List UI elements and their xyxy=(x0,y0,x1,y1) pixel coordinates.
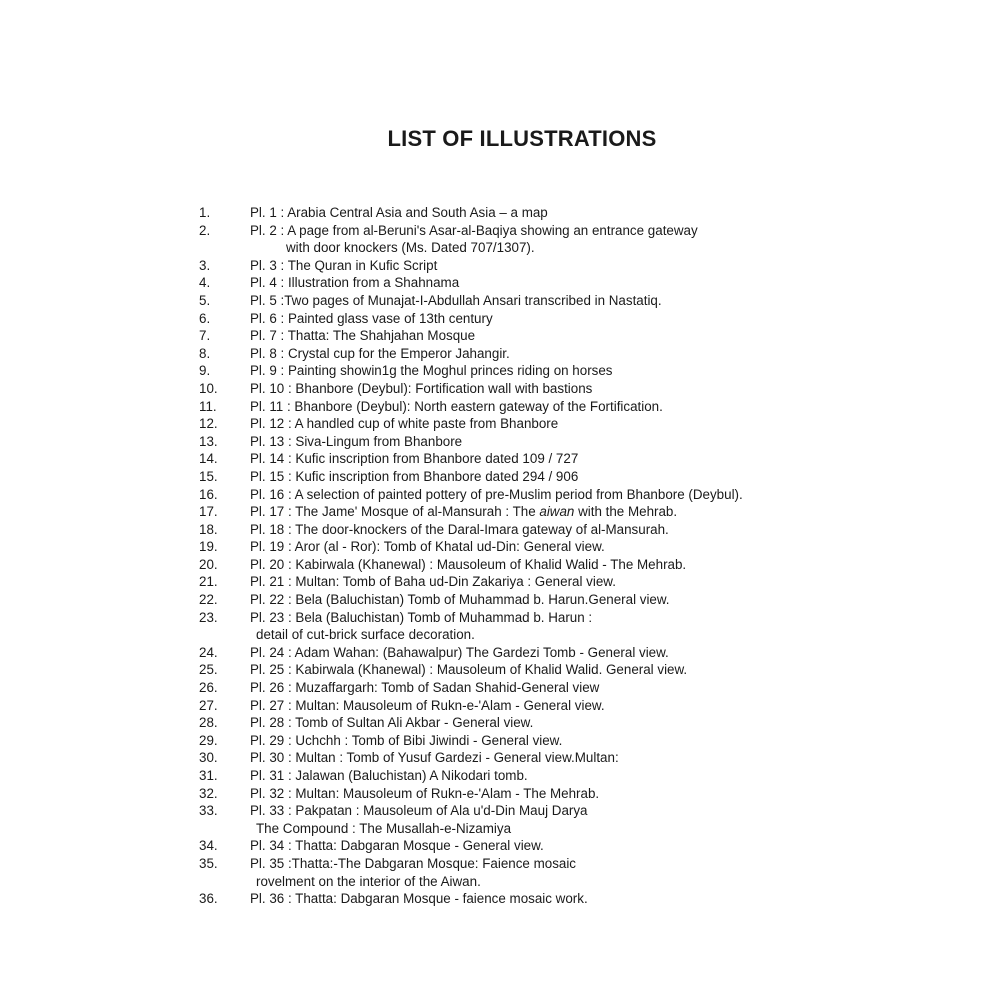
list-item xyxy=(0,468,1000,486)
item-number: 31. xyxy=(199,768,218,783)
item-number: 17. xyxy=(199,504,218,520)
list-item xyxy=(0,398,1000,416)
list-item xyxy=(0,591,1000,609)
item-text: Pl. 29 : Uchchh : Tomb of Bibi Jiwindi - General view. xyxy=(250,732,563,748)
item-text: Pl. 26 : Muzaffargarh: Tomb of Sadan Shahid-General view xyxy=(250,680,600,696)
item-text: Pl. 21 : Multan: Tomb of Baha ud-Din Zakariya : General view. xyxy=(250,574,616,590)
list-item xyxy=(0,802,1000,820)
item-text: Pl. 13 : Siva-Lingum from Bhanbore xyxy=(250,433,463,449)
item-number: 6. xyxy=(199,310,211,326)
item-number: 30. xyxy=(199,750,218,766)
list-item xyxy=(0,697,1000,715)
item-text-part: with the Mehrab. xyxy=(574,504,678,520)
item-text: Pl. 15 : Kufic inscription from Bhanbore dated 294 / 906 xyxy=(250,468,579,484)
item-number: 26. xyxy=(199,680,218,696)
item-text: Pl. 27 : Multan: Mausoleum of Rukn-e-'Alam - General view. xyxy=(250,697,605,713)
list-item xyxy=(0,503,1000,521)
list-item xyxy=(0,486,1000,504)
item-number: 13. xyxy=(199,433,218,449)
list-item xyxy=(0,767,1000,785)
page-title: LIST OF ILLUSTRATIONS xyxy=(387,126,657,151)
item-number: 33. xyxy=(199,803,218,819)
item-text: Pl. 36 : Thatta: Dabgaran Mosque - faience mosaic work. xyxy=(250,891,588,907)
item-text: Pl. 18 : The door-knockers of the Daral-Imara gateway of al-Mansurah. xyxy=(250,521,669,537)
list-item xyxy=(0,257,1000,275)
item-number: 29. xyxy=(199,732,218,748)
item-number: 3. xyxy=(199,257,211,273)
item-number: 24. xyxy=(199,644,218,660)
list-item xyxy=(0,556,1000,574)
list-item xyxy=(0,274,1000,292)
item-number: 10. xyxy=(199,380,218,396)
item-number: 14. xyxy=(199,451,218,467)
item-text: Pl. 34 : Thatta: Dabgaran Mosque - General view. xyxy=(250,838,544,854)
item-number: 36. xyxy=(199,891,218,907)
item-number: 27. xyxy=(199,697,218,713)
item-text: Pl. 6 : Painted glass vase of 13th century xyxy=(250,310,493,326)
item-number: 35. xyxy=(199,855,218,871)
item-number: 23. xyxy=(199,609,218,625)
list-item xyxy=(0,433,1000,451)
list-item-continuation xyxy=(0,239,1000,257)
item-text-part: Pl. 17 : The Jame' Mosque of al-Mansurah : The xyxy=(250,504,540,520)
item-number: 1. xyxy=(199,205,211,220)
item-number: 2. xyxy=(199,222,211,238)
item-number: 32. xyxy=(199,785,218,801)
item-number: 12. xyxy=(199,416,218,432)
item-text xyxy=(250,503,677,521)
item-text: Pl. 30 : Multan : Tomb of Yusuf Gardezi - General view.Multan: xyxy=(250,750,619,766)
list-item xyxy=(0,679,1000,697)
item-text: Pl. 32 : Multan: Mausoleum of Rukn-e-'Alam - The Mehrab. xyxy=(250,785,600,801)
list-item xyxy=(0,222,1000,240)
item-text: Pl. 3 : The Quran in Kufic Script xyxy=(250,257,438,273)
list-item xyxy=(0,644,1000,662)
list-item xyxy=(0,327,1000,345)
item-text: Pl. 25 : Kabirwala (Khanewal) : Mausoleum of Khalid Walid. General view. xyxy=(250,662,688,678)
item-number: 8. xyxy=(199,345,211,361)
list-item xyxy=(0,204,1000,222)
list-item xyxy=(0,292,1000,310)
item-text: Pl. 33 : Pakpatan : Mausoleum of Ala u'd-Din Mauj Darya xyxy=(250,803,588,819)
item-text: with door knockers (Ms. Dated 707/1307). xyxy=(286,240,535,256)
item-number: 16. xyxy=(199,486,218,502)
item-text: Pl. 2 : A page from al-Beruni's Asar-al-Baqiya showing an entrance gateway xyxy=(250,222,698,238)
item-text: Pl. 19 : Aror (al - Ror): Tomb of Khatal ud-Din: General view. xyxy=(250,539,605,555)
item-text: Pl. 28 : Tomb of Sultan Ali Akbar - General view. xyxy=(250,715,534,731)
item-text: Pl. 31 : Jalawan (Baluchistan) A Nikodari tomb. xyxy=(250,768,528,783)
illustrations-list xyxy=(0,204,1000,908)
item-number: 25. xyxy=(199,662,218,678)
list-item xyxy=(0,749,1000,767)
item-number: 4. xyxy=(199,275,211,291)
item-number: 15. xyxy=(199,468,218,484)
list-item xyxy=(0,661,1000,679)
item-text-italic: aiwan xyxy=(539,504,575,520)
item-number: 34. xyxy=(199,838,218,854)
item-number: 9. xyxy=(199,363,211,379)
item-text: Pl. 11 : Bhanbore (Deybul): North eastern gateway of the Fortification. xyxy=(250,398,663,414)
item-text: detail of cut-brick surface decoration. xyxy=(256,627,475,643)
list-item xyxy=(0,521,1000,539)
item-text: Pl. 1 : Arabia Central Asia and South Asia – a map xyxy=(250,205,548,220)
item-text: Pl. 10 : Bhanbore (Deybul): Fortification wall with bastions xyxy=(250,380,593,396)
list-item-continuation xyxy=(0,873,1000,891)
item-text: Pl. 14 : Kufic inscription from Bhanbore dated 109 / 727 xyxy=(250,451,579,467)
item-text: Pl. 20 : Kabirwala (Khanewal) : Mausoleum of Khalid Walid - The Mehrab. xyxy=(250,556,687,572)
list-item xyxy=(0,890,1000,908)
list-item xyxy=(0,380,1000,398)
list-item xyxy=(0,609,1000,627)
list-item xyxy=(0,573,1000,591)
item-text: The Compound : The Musallah-e-Nizamiya xyxy=(256,820,512,836)
item-number: 19. xyxy=(199,539,218,555)
item-number: 22. xyxy=(199,592,218,608)
list-item xyxy=(0,362,1000,380)
list-item xyxy=(0,837,1000,855)
item-text: Pl. 24 : Adam Wahan: (Bahawalpur) The Gardezi Tomb - General view. xyxy=(250,644,669,660)
list-item xyxy=(0,855,1000,873)
item-number: 20. xyxy=(199,556,218,572)
item-number: 18. xyxy=(199,521,218,537)
item-text: Pl. 5 :Two pages of Munajat-I-Abdullah Ansari transcribed in Nastatiq. xyxy=(250,292,662,308)
list-item xyxy=(0,310,1000,328)
list-item xyxy=(0,415,1000,433)
list-item xyxy=(0,732,1000,750)
item-text: Pl. 4 : Illustration from a Shahnama xyxy=(250,275,460,291)
list-item xyxy=(0,785,1000,803)
item-text: Pl. 16 : A selection of painted pottery of pre-Muslim period from Bhanbore (Deybul). xyxy=(250,486,743,502)
item-number: 11. xyxy=(199,398,217,414)
list-item-continuation xyxy=(0,626,1000,644)
list-item xyxy=(0,714,1000,732)
item-text: Pl. 35 :Thatta:-The Dabgaran Mosque: Faience mosaic xyxy=(250,855,577,871)
list-item xyxy=(0,538,1000,556)
item-number: 5. xyxy=(199,292,211,308)
item-text: Pl. 23 : Bela (Baluchistan) Tomb of Muhammad b. Harun : xyxy=(250,609,593,625)
item-text: Pl. 9 : Painting showin1g the Moghul princes riding on horses xyxy=(250,363,613,379)
item-text: rovelment on the interior of the Aiwan. xyxy=(256,873,481,889)
list-item-continuation xyxy=(0,820,1000,838)
item-text: Pl. 22 : Bela (Baluchistan) Tomb of Muhammad b. Harun.General view. xyxy=(250,592,670,608)
item-number: 28. xyxy=(199,715,218,731)
item-number: 7. xyxy=(199,328,211,344)
list-item xyxy=(0,450,1000,468)
item-text: Pl. 12 : A handled cup of white paste from Bhanbore xyxy=(250,416,559,432)
item-number: 21. xyxy=(199,574,218,590)
item-text: Pl. 7 : Thatta: The Shahjahan Mosque xyxy=(250,328,476,344)
item-text: Pl. 8 : Crystal cup for the Emperor Jahangir. xyxy=(250,345,510,361)
list-item xyxy=(0,345,1000,363)
